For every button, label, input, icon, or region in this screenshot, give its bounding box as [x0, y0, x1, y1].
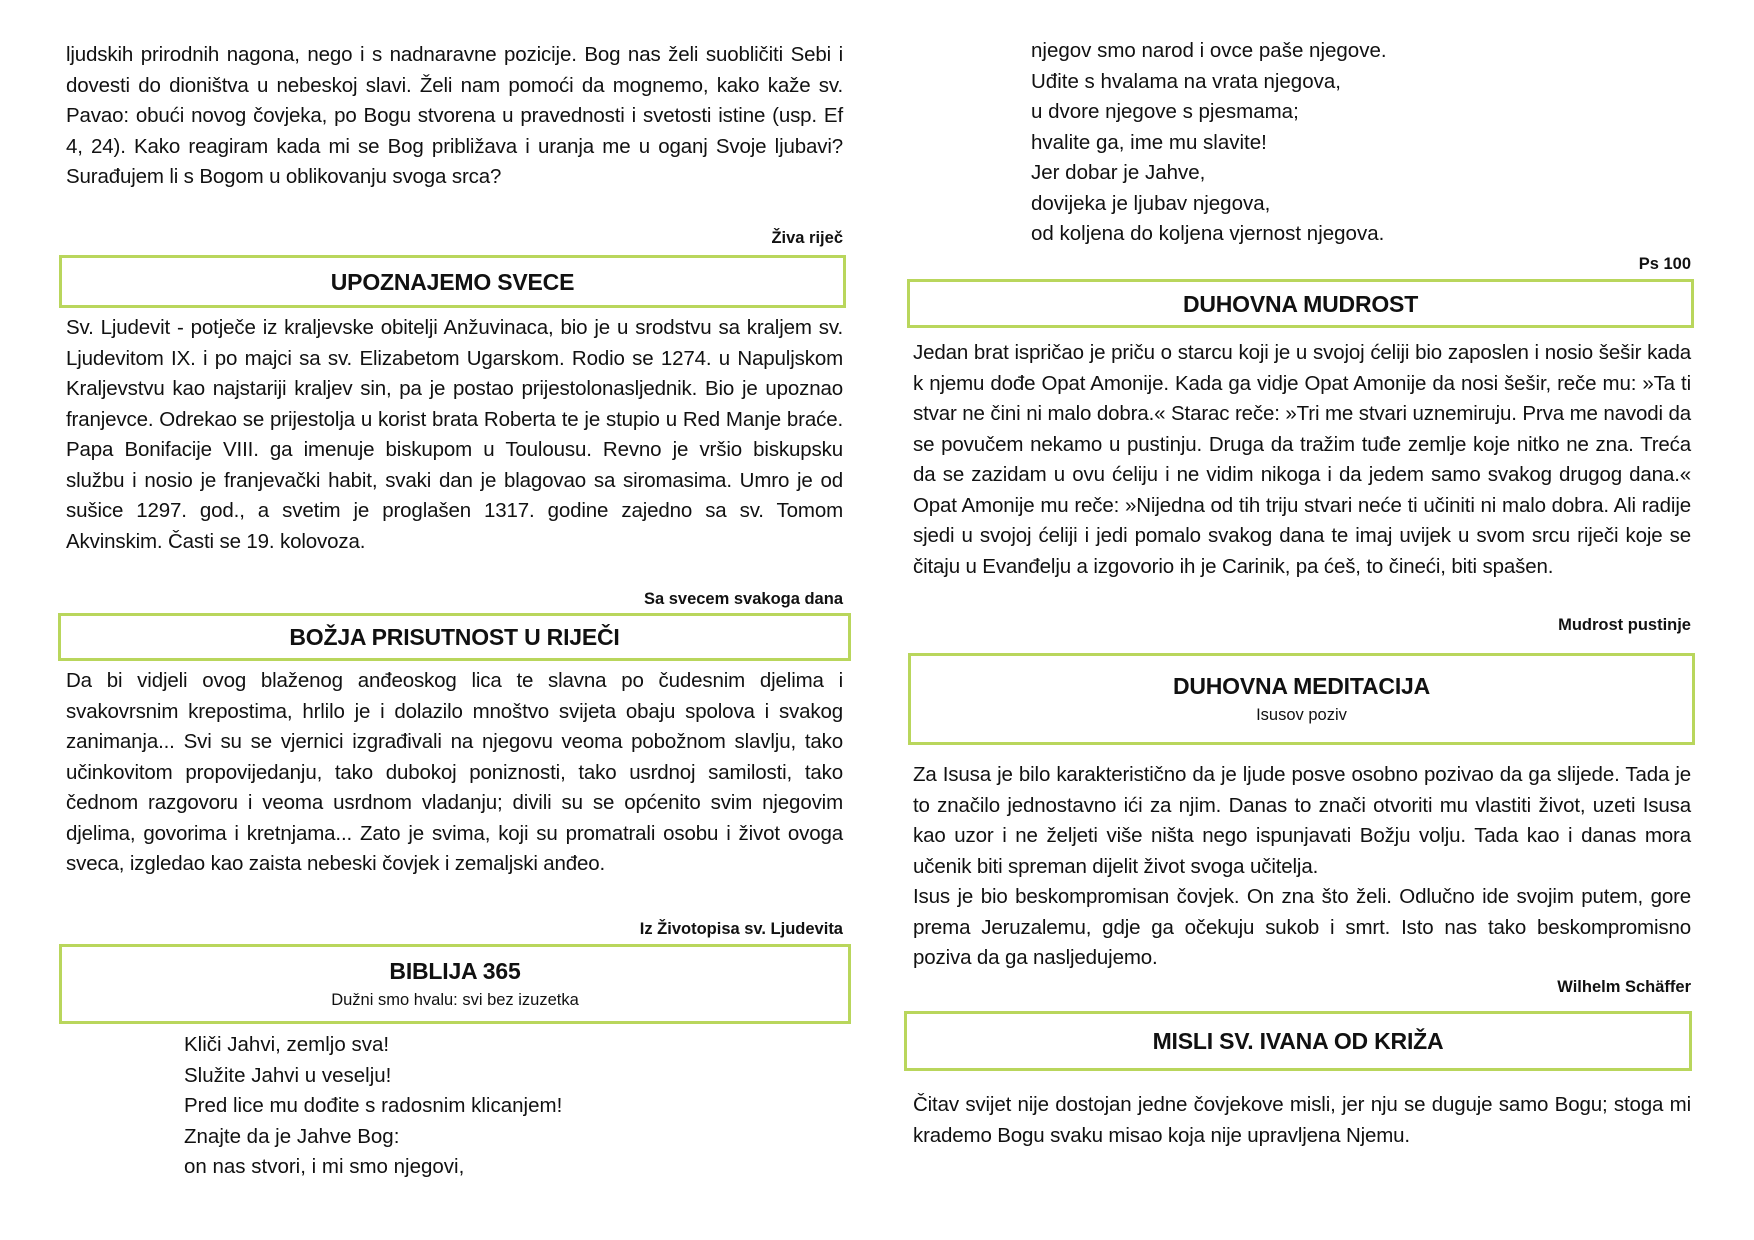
section-title: DUHOVNA MUDROST	[1182, 290, 1419, 317]
section-title: DUHOVNA MEDITACIJA	[1172, 673, 1431, 699]
presence-source: Iz Životopisa sv. Ljudevita	[639, 920, 843, 938]
saints-paragraph: Sv. Ljudevit - potječe iz kraljevske obitelji Anžuvinaca, bio je u srodstvu sa kraljem sv. Ljudevitom IX. i po majci sa sv. Elizabetom Ugarskom. Rodio se 1274. u Napuljskom Kraljevstvu kao najstariji kraljev sin, pa je postao prijestolonasljednik. Bio je upoznao franjevce. Odrekao se prijestolja u korist brata Roberta te je stupio u Red Manje braće. Papa Bonifacije VIII. ga imenuje biskupom u Toulousu. Revno je vršio biskupsku službu i nosio je franjevački habit, svaki dan je blagovao sa siromasima. Umro je od sušice 1297. god., a svetim je proglašen 1317. godine zajedno sa sv. Tomom Akvinskim. Časti se 19. kolovoza.	[66, 316, 843, 553]
poem-line: u dvore njegove s pjesmama;	[1031, 100, 1299, 123]
meditation-paragraph-2: Isus je bio beskompromisan čovjek. On zna što želi. Odlučno ide svojim putem, gore prema Jeruzalemu, gdje ga očekuju sukob i smrt. Isto nas tako beskompromisno poziva da ga nasljedujemo.	[913, 885, 1691, 969]
poem-line: dovijeka je ljubav njegova,	[1031, 191, 1271, 215]
section-header-meditation	[908, 653, 1695, 745]
meditation-source: Wilhelm Schäffer	[1557, 978, 1691, 996]
poem-line: njegov smo narod i ovce paše njegove.	[1031, 39, 1387, 62]
psalm-poem	[1031, 36, 1387, 250]
poem-line: Kliči Jahvi, zemljo sva!	[184, 1033, 390, 1056]
poem-line: hvalite ga, ime mu slavite!	[1031, 130, 1267, 154]
intro-paragraph: ljudskih prirodnih nagona, nego i s nadnaravne pozicije. Bog nas želi suobličiti Sebi i dovesti do dioništva u nebeskoj slavi. Želi nam pomoći da mognemo, kako kaže sv. Pavao: obući novog čovjeka, po Bogu stvorena u pravednosti i svetosti istine (usp. Ef 4, 24). Kako reagiram kada mi se Bog približava i uranja me u oganj Svoje ljubavi? Surađujem li s Bogom u oblikovanju svoga srca?	[66, 43, 843, 188]
section-header-presence	[58, 613, 851, 661]
meditation-paragraph-1: Za Isusa je bilo karakteristično da je ljude posve osobno pozivao da ga slijede. Tada je to značilo jednostavno ići za njim. Danas to znači otvoriti mu vlastiti život, uzeti Isusa kao uzor i ne željeti više ništa nego ispunjavati Božju volju. Tada kao i danas mora učenik biti spreman dijelit život svoga učitelja.	[913, 763, 1691, 878]
section-title: UPOZNAJEMO SVECE	[330, 268, 575, 295]
saints-source: Sa svecem svakoga dana	[643, 590, 843, 608]
wisdom-paragraph: Jedan brat ispričao je priču o starcu koji je u svojoj ćeliji bio zaposlen i nosio šešir kada k njemu dođe Opat Amonije. Kada ga vidje Opat Amonije da nosi šešir, reče mu: »Ta ti stvar ne čini ni malo dobra.« Starac reče: »Tri me stvari uznemiruju. Prva me navodi da se povučem nekamo u pustinju. Druga da tražim tuđe zemlje koje nitko ne zna. Treća da se zazidam u ovu ćeliju i ne vidim nikoga i da jedem samo svakog drugog dana.« Opat Amonije mu reče: »Nijedna od tih triju stvari neće ti učiniti ni malo dobra. Ali radije sjedi u svojoj ćeliji i jedi pomalo svakog dana te imaj uvijek u svom srcu riječi koje se čitaju u Evanđelju a izgovorio ih je Carinik, pa ćeš, to čineći, biti spašen.	[913, 341, 1691, 578]
section-header-wisdom	[907, 279, 1694, 328]
thoughts-paragraph: Čitav svijet nije dostojan jedne čovjekove misli, jer nju se duguje samo Bogu; stoga mi krademo Bogu svaku misao koja nije upravljena Njemu.	[913, 1093, 1691, 1147]
intro-source: Živa riječ	[771, 229, 843, 247]
poem-line: on nas stvori, i mi smo njegovi,	[184, 1155, 465, 1178]
wisdom-source: Mudrost pustinje	[1558, 616, 1691, 634]
poem-line: Znajte da je Jahve Bog:	[184, 1124, 400, 1148]
section-subtitle: Isusov poziv	[1256, 706, 1347, 724]
poem-line: Pred lice mu dođite s radosnim klicanjem!	[184, 1094, 563, 1117]
section-title: BOŽJA PRISUTNOST U RIJEČI	[289, 624, 620, 650]
section-title: MISLI SV. IVANA OD KRIŽA	[1152, 1028, 1444, 1054]
poem-line: Služite Jahvi u veselju!	[184, 1063, 392, 1087]
poem-line: Jer dobar je Jahve,	[1031, 161, 1206, 184]
section-header-bible	[59, 944, 851, 1024]
poem-line: od koljena do koljena vjernost njegova.	[1031, 222, 1385, 245]
section-header-thoughts	[904, 1011, 1692, 1071]
section-subtitle: Dužni smo hvalu: svi bez izuzetka	[331, 991, 579, 1009]
poem-line: Uđite s hvalama na vrata njegova,	[1031, 69, 1341, 93]
section-title: BIBLIJA 365	[389, 958, 521, 984]
bible-poem	[184, 1030, 562, 1183]
section-header-saints	[59, 255, 846, 308]
psalm-source: Ps 100	[1638, 255, 1691, 273]
presence-paragraph: Da bi vidjeli ovog blaženog anđeoskog lica te slavna po čudesnim djelima i svakovrsnim krepostima, hrlilo je i dolazilo mnoštvo svijeta obaju spolova i svakog zanimanja... Svi su se vjernici izgrađivali na njegovu veoma pobožnom slavlju, tako učinkovitom propovijedanju, tako dubokoj poniznosti, tako usrdnoj samilosti, tako čednom razgovoru i veoma usrdnom vladanju; divili su se općenito svim njegovim djelima, govorima i kretnjama... Zato je svima, koji su promatrali osobu i život ovoga sveca, izgledao kao zaista nebeski čovjek i zemaljski anđeo.	[66, 669, 843, 875]
